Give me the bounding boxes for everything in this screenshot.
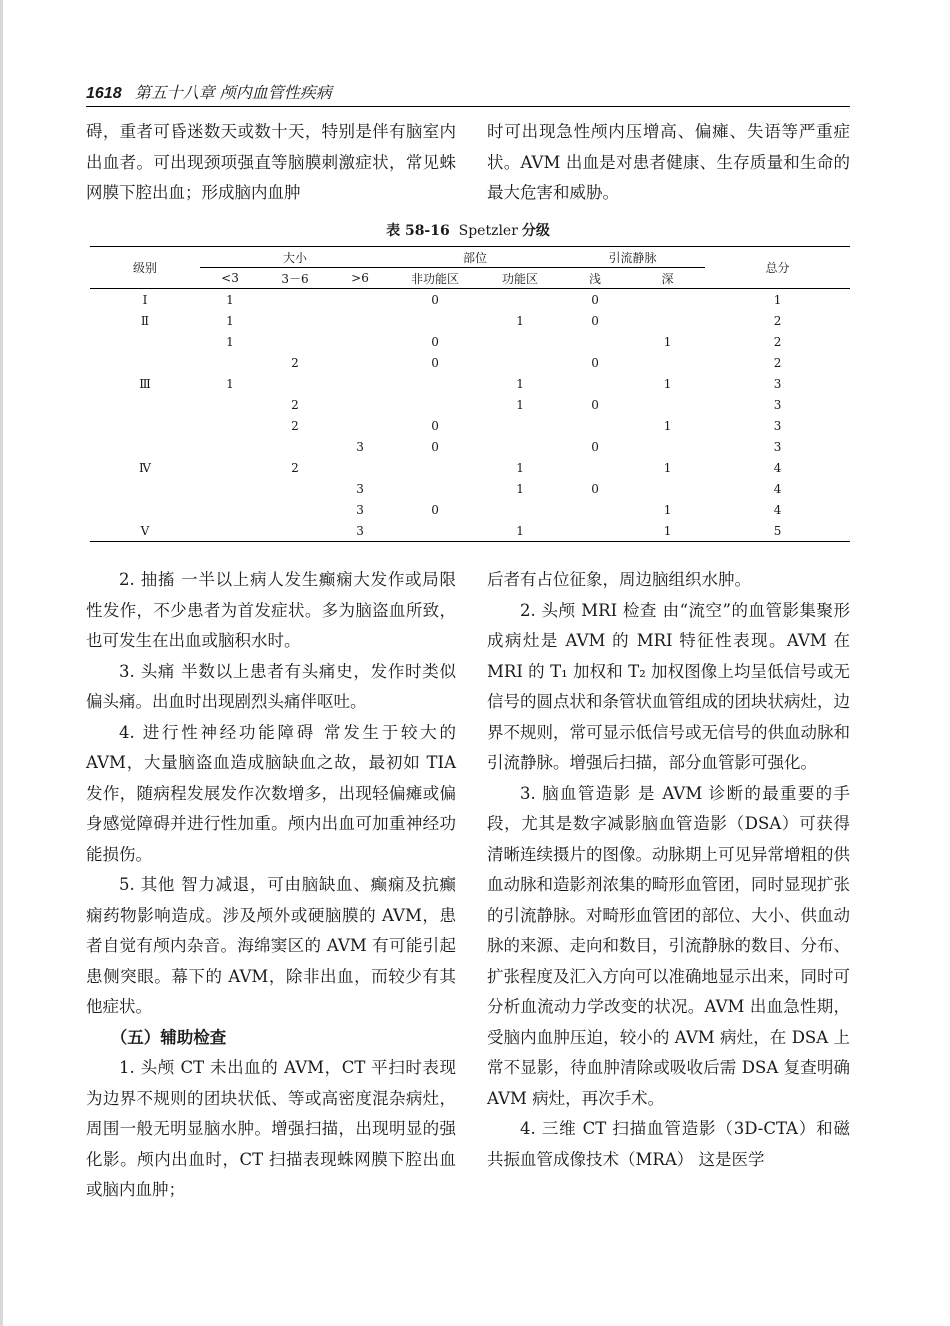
table-cell <box>630 394 705 415</box>
subheader: 非功能区 <box>411 271 460 286</box>
table-cell <box>390 373 480 394</box>
table-cell <box>330 415 390 436</box>
table-row <box>90 331 850 352</box>
table-cell: 1 <box>516 397 524 412</box>
table-cell <box>560 520 630 542</box>
header-grade: 级别 <box>132 261 157 275</box>
table-cell: 2 <box>291 418 299 433</box>
table-cell <box>330 373 390 394</box>
table-cell: 0 <box>591 481 599 496</box>
header-location: 部位 <box>390 247 560 268</box>
table-cell <box>390 310 480 331</box>
table-cell <box>560 457 630 478</box>
table-cell: 5 <box>705 520 850 542</box>
grade-cell <box>90 331 200 352</box>
table-cell <box>390 478 480 499</box>
table-cell <box>480 436 560 457</box>
table-cell: 2 <box>291 397 299 412</box>
table-cell: 2 <box>291 460 299 475</box>
table-row <box>90 436 850 457</box>
top-right-column <box>487 117 850 209</box>
table-cell <box>480 352 560 373</box>
grade-cell: Ⅴ <box>90 520 200 542</box>
table-row <box>90 310 850 331</box>
table-cell: 0 <box>591 313 599 328</box>
table-cell <box>260 310 330 331</box>
grade-cell <box>90 352 200 373</box>
paragraph: 时可出现急性颅内压增高、偏瘫、失语等严重症状。AVM 出血是对患者健康、生存质量和生命的最大危害和威胁。 <box>487 122 850 202</box>
table-cell <box>560 415 630 436</box>
table-cell <box>560 373 630 394</box>
table-row <box>90 499 850 520</box>
grade-cell <box>90 478 200 499</box>
table-row <box>90 457 850 478</box>
table-cell <box>200 415 260 436</box>
table-cell <box>630 436 705 457</box>
grade-cell <box>90 394 200 415</box>
table-row <box>90 415 850 436</box>
running-header <box>86 80 856 106</box>
table-cell: 3 <box>773 376 782 391</box>
table-cell: 0 <box>431 502 439 517</box>
table-row <box>90 289 850 311</box>
table-cell <box>390 457 480 478</box>
table-cell <box>260 436 330 457</box>
table-cell: 1 <box>663 376 672 391</box>
grade-cell: Ⅱ <box>140 313 150 328</box>
table-cell: 1 <box>516 376 524 391</box>
table-cell: 3 <box>773 418 782 433</box>
table-cell: 3 <box>330 520 390 542</box>
table-cell <box>480 331 560 352</box>
table-cell: 3 <box>773 439 782 454</box>
subheader: <3 <box>221 271 239 285</box>
table-body <box>90 289 850 542</box>
table-cell <box>200 499 260 520</box>
table-cell <box>390 394 480 415</box>
table-cell: 3 <box>356 439 364 454</box>
chapter-title: 第五十八章 颅内血管性疾病 <box>134 83 332 102</box>
table-cell <box>480 499 560 520</box>
paragraph-continuation: 后者有占位征象，周边脑组织水肿。 <box>487 570 751 589</box>
table-cell: 3 <box>773 397 782 412</box>
table-cell: 0 <box>591 292 599 307</box>
subheader: 浅 <box>589 271 602 286</box>
table-cell: 0 <box>431 292 439 307</box>
table-row <box>90 478 850 499</box>
page-number: 1618 <box>86 85 122 102</box>
bottom-left-column <box>86 565 456 1206</box>
table-caption <box>86 220 850 240</box>
table-cell: 4 <box>773 481 782 496</box>
table-cell: 1 <box>480 520 560 542</box>
paragraph-ct: 1. 头颅 CT 未出血的 AVM，CT 平扫时表现为边界不规则的团块状低、等或高密度混杂病灶，周围一般无明显脑水肿。增强扫描，出现明显的强化影。颅内出血时，CT 扫描表现蛛网膜下腔出血或脑内血肿； <box>86 1058 456 1199</box>
top-left-column <box>86 117 456 209</box>
table-cell: 2 <box>291 355 299 370</box>
table-cell: 1 <box>663 502 672 517</box>
table-cell: 0 <box>431 418 439 433</box>
table-cell: 2 <box>773 355 782 370</box>
table-row <box>90 352 850 373</box>
caption-number: 表 58-16 <box>386 223 450 239</box>
section-heading: （五）辅助检查 <box>110 1027 227 1047</box>
table-cell <box>630 478 705 499</box>
grade-cell <box>90 436 200 457</box>
table-cell: 1 <box>663 334 672 349</box>
paragraph-other: 5. 其他 智力减退，可由脑缺血、癫痫及抗癫痫药物影响造成。涉及颅外或硬脑膜的 AVM，患者自觉有颅内杂音。海绵窦区的 AVM 有可能引起患侧突眼。幕下的 AVM，除非出血，而较少有其他症状。 <box>86 875 456 1016</box>
spetzler-grade-table <box>90 246 850 542</box>
bottom-right-column <box>487 565 850 1175</box>
table-cell <box>480 289 560 311</box>
table-cell: 1 <box>663 460 672 475</box>
table-cell <box>330 289 390 311</box>
table-cell <box>330 394 390 415</box>
table-cell <box>260 499 330 520</box>
grade-cell: Ⅳ <box>139 460 151 475</box>
table-cell: 2 <box>773 334 782 349</box>
table-cell: 4 <box>773 502 782 517</box>
header-drainage: 引流静脉 <box>560 247 705 268</box>
table-cell: 0 <box>591 439 599 454</box>
paragraph: 碍，重者可昏迷数天或数十天，特别是伴有脑室内出血者。可出现颈项强直等脑膜刺激症状，常见蛛网膜下腔出血；形成脑内血肿 <box>86 122 456 202</box>
table-cell <box>200 436 260 457</box>
grade-cell: Ⅰ <box>142 292 148 307</box>
table-cell <box>330 352 390 373</box>
table-cell: 0 <box>591 355 599 370</box>
table-cell <box>560 331 630 352</box>
table-cell <box>390 520 480 542</box>
table-cell: 1 <box>226 313 234 328</box>
subheader: >6 <box>351 271 369 285</box>
header-total: 总分 <box>765 261 790 275</box>
paragraph-headache: 3. 头痛 半数以上患者有头痛史，发作时类似偏头痛。出血时出现剧烈头痛伴呕吐。 <box>86 661 456 711</box>
table-cell <box>630 352 705 373</box>
table-cell <box>630 289 705 311</box>
subheader: 深 <box>661 271 674 286</box>
paragraph-seizure: 2. 抽搐 一半以上病人发生癫痫大发作或局限性发作，不少患者为首发症状。多为脑盗血所致，也可发生在出血或脑积水时。 <box>86 570 456 650</box>
table-cell: 4 <box>773 460 782 475</box>
table-cell: 1 <box>226 376 234 391</box>
table-cell: 1 <box>630 520 705 542</box>
table-cell: 1 <box>226 334 234 349</box>
table-cell <box>260 478 330 499</box>
header-rule <box>86 106 850 107</box>
table-cell: 2 <box>773 313 782 328</box>
table-cell: 0 <box>591 397 599 412</box>
table-cell <box>260 373 330 394</box>
table-cell <box>260 331 330 352</box>
table-cell: 1 <box>516 313 524 328</box>
table-cell <box>330 310 390 331</box>
scan-edge <box>0 0 3 1326</box>
table-cell: 0 <box>431 439 439 454</box>
table-cell: 1 <box>516 481 524 496</box>
paragraph-neuro-deficit: 4. 进行性神经功能障碍 常发生于较大的 AVM，大量脑盗血造成脑缺血之故，最初如 TIA 发作，随病程发展发作次数增多，出现轻偏瘫或偏身感觉障碍并进行性加重。颅内出血可加重神经功能损伤。 <box>86 722 456 864</box>
table-cell <box>330 457 390 478</box>
caption-chinese: 分级 <box>521 223 550 239</box>
table-cell <box>330 331 390 352</box>
table-cell: 0 <box>431 334 439 349</box>
table-cell: 1 <box>226 292 234 307</box>
paragraph-dsa: 3. 脑血管造影 是 AVM 诊断的最重要的手段，尤其是数字减影脑血管造影（DSA）可获得清晰连续摄片的图像。动脉期上可见异常增粗的供血动脉和造影剂浓集的畸形血管团，同时显现扩张的引流静脉。对畸形血管团的部位、大小、供血动脉的来源、走向和数目，引流静脉的数目、分布、扩张程度及汇入方向可以准确地显示出来，同时可分析血流动力学改变的状况。AVM 出血急性期，受脑内血肿压迫，较小的 AVM 病灶，在 DSA 上常不显影，待血肿清除或吸收后需 DSA 复查明确 AVM 病灶，再次手术。 <box>487 783 850 1108</box>
table-cell <box>630 310 705 331</box>
table-row <box>90 373 850 394</box>
paragraph-cta-mra: 4. 三维 CT 扫描血管造影（3D-CTA）和磁共振血管成像技术（MRA） 这是医学 <box>487 1119 850 1169</box>
table-row <box>90 520 850 542</box>
subheader: 3－6 <box>281 271 309 286</box>
table-cell <box>200 520 260 542</box>
table-cell <box>200 352 260 373</box>
table-row <box>90 394 850 415</box>
table-cell <box>480 415 560 436</box>
table-cell <box>560 499 630 520</box>
subheader: 功能区 <box>502 271 539 286</box>
grade-cell <box>90 415 200 436</box>
table-cell <box>200 457 260 478</box>
caption-english: Spetzler <box>458 223 518 239</box>
table-cell <box>260 520 330 542</box>
table-cell: 3 <box>356 502 364 517</box>
grade-cell <box>90 499 200 520</box>
table-cell: 1 <box>516 460 524 475</box>
table-cell <box>200 478 260 499</box>
header-size: 大小 <box>200 247 390 268</box>
table-cell: 3 <box>356 481 364 496</box>
table-cell <box>260 289 330 311</box>
table-cell: 1 <box>663 418 672 433</box>
table-cell <box>200 394 260 415</box>
grade-cell: Ⅲ <box>139 376 151 391</box>
table-cell: 0 <box>431 355 439 370</box>
paragraph-mri: 2. 头颅 MRI 检查 由“流空”的血管影集聚形成病灶是 AVM 的 MRI 特征性表现。AVM 在 MRI 的 T₁ 加权和 T₂ 加权图像上均呈低信号或无信号的圆点状和条管状血管组成的团块状病灶，边界不规则，常可显示低信号或无信号的供血动脉和引流静脉。增强后扫描，部分血管影可强化。 <box>487 600 850 772</box>
table-cell: 1 <box>773 292 782 307</box>
